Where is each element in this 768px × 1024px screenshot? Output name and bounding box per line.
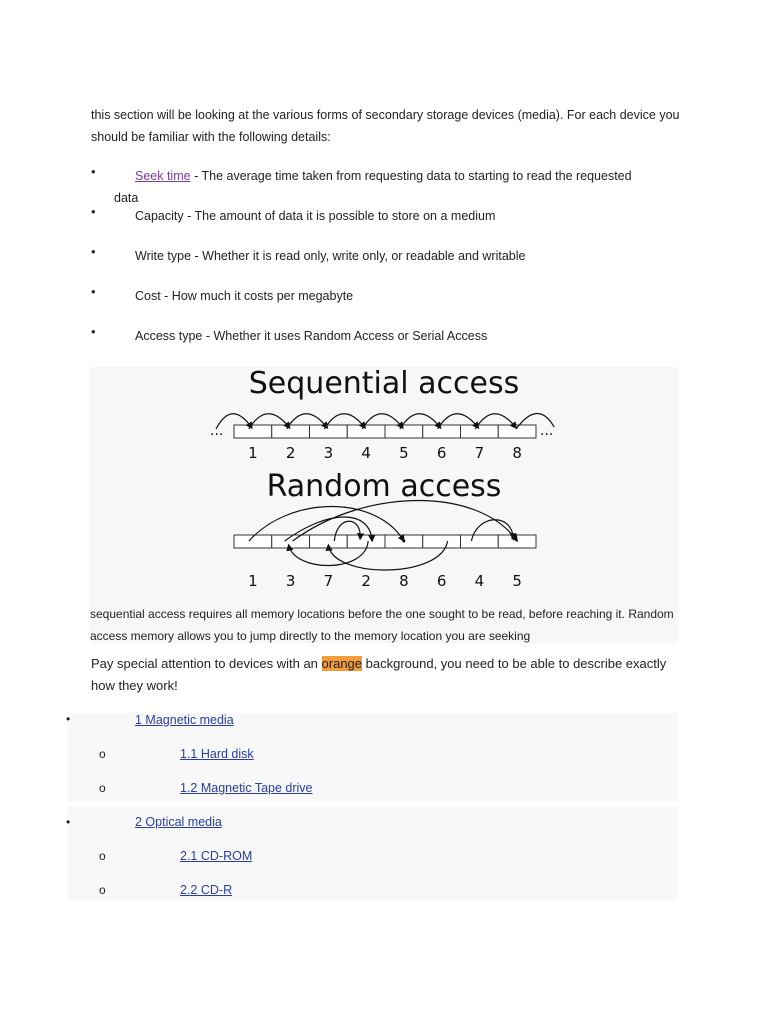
cell-label: 1 — [248, 444, 258, 462]
memory-cell — [423, 425, 461, 438]
memory-cell — [461, 425, 499, 438]
orange-highlight: orange — [321, 656, 363, 671]
list-item-cost — [91, 285, 681, 325]
access-diagram — [90, 367, 678, 643]
random-access-title: Random access — [266, 469, 502, 504]
list-item-text: Write type - Whether it is read only, write only, or readable and writable — [135, 249, 526, 263]
ellipsis-left: ... — [210, 423, 224, 439]
toc-link-magnetic-media[interactable]: 1 Magnetic media — [135, 713, 234, 727]
toc-link-magnetic-tape[interactable]: 1.2 Magnetic Tape drive — [180, 781, 313, 795]
attention-note — [91, 653, 691, 697]
sequential-access-title: Sequential access — [248, 367, 520, 401]
toc-circle-marker: o — [99, 747, 106, 761]
list-item-text: Cost - How much it costs per megabyte — [135, 289, 354, 303]
ellipsis-right: ... — [540, 423, 554, 439]
bullet-marker: • — [91, 204, 96, 219]
memory-cell — [498, 535, 536, 548]
toc-item-cd-rom — [180, 849, 252, 863]
cell-label: 7 — [323, 572, 334, 590]
toc-bullet-marker: • — [66, 815, 71, 829]
toc-item-optical-media — [135, 815, 222, 829]
cell-label: 6 — [436, 444, 447, 462]
bullet-marker: • — [91, 284, 96, 299]
cell-label: 6 — [436, 572, 447, 590]
attention-text-after: background, you need to be able to describe exactly how they work! — [91, 656, 667, 693]
bullet-marker: • — [91, 244, 96, 259]
bullet-marker: • — [91, 324, 96, 339]
memory-cell — [347, 425, 385, 438]
toc-link-cd-r[interactable]: 2.2 CD-R — [180, 883, 233, 897]
intro-text: this section will be looking at the various forms of secondary storage devices (media). For each device you should be familiar with the following details: — [91, 108, 680, 144]
cell-label: 2 — [285, 444, 296, 462]
toc-item-magnetic-media — [135, 713, 234, 727]
toc-link-cd-rom[interactable]: 2.1 CD-ROM — [180, 849, 253, 863]
memory-cell — [385, 425, 423, 438]
memory-cell — [423, 535, 461, 548]
bullet-marker: • — [91, 164, 96, 179]
memory-cell — [234, 425, 272, 438]
toc-circle-marker: o — [99, 781, 106, 795]
memory-cell — [461, 535, 499, 548]
toc-item-cd-r — [180, 883, 232, 897]
toc-circle-marker: o — [99, 849, 106, 863]
cell-label: 1 — [248, 572, 258, 590]
memory-cell — [310, 425, 348, 438]
cell-label: 3 — [285, 572, 296, 590]
list-item-write-type — [91, 245, 681, 285]
cell-label: 5 — [512, 572, 522, 590]
cell-label: 2 — [361, 572, 371, 590]
toc-item-magnetic-tape — [180, 781, 313, 795]
list-item-seek-time — [91, 165, 681, 205]
list-item-text-continued: data — [114, 191, 139, 205]
toc-link-hard-disk[interactable]: 1.1 Hard disk — [180, 747, 254, 761]
toc-circle-marker: o — [99, 883, 106, 897]
attention-text-before: Pay special attention to devices with an — [91, 656, 322, 671]
cell-label: 3 — [323, 444, 334, 462]
cell-label: 4 — [361, 444, 371, 462]
list-item-text: Access type - Whether it uses Random Access or Serial Access — [135, 329, 488, 343]
cell-label: 4 — [474, 572, 485, 590]
diagram-caption: sequential access requires all memory locations before the one sought to be read, before reaching it. Random access memory allows you to jump directly to the memory location you are seeking — [90, 607, 674, 643]
cell-dot — [402, 540, 405, 543]
intro-paragraph — [91, 104, 691, 148]
details-list — [91, 165, 681, 365]
cell-label: 8 — [399, 572, 409, 590]
random-row — [234, 501, 536, 591]
list-item-access-type — [91, 325, 681, 365]
access-diagram-svg — [90, 367, 678, 603]
memory-cell — [272, 425, 310, 438]
toc-bullet-marker: • — [66, 712, 71, 726]
list-item-text: - The average time taken from requesting data to starting to read the requested — [190, 169, 632, 183]
cell-label: 8 — [512, 444, 522, 462]
toc-item-hard-disk — [180, 747, 254, 761]
cell-label: 7 — [474, 444, 485, 462]
seek-time-link[interactable]: Seek time — [135, 169, 191, 183]
cell-label: 5 — [399, 444, 409, 462]
list-item-capacity — [91, 205, 681, 245]
memory-cell — [347, 535, 385, 548]
sequential-row — [210, 413, 554, 462]
toc-link-optical-media[interactable]: 2 Optical media — [135, 815, 222, 829]
list-item-text: Capacity - The amount of data it is possible to store on a medium — [135, 209, 496, 223]
